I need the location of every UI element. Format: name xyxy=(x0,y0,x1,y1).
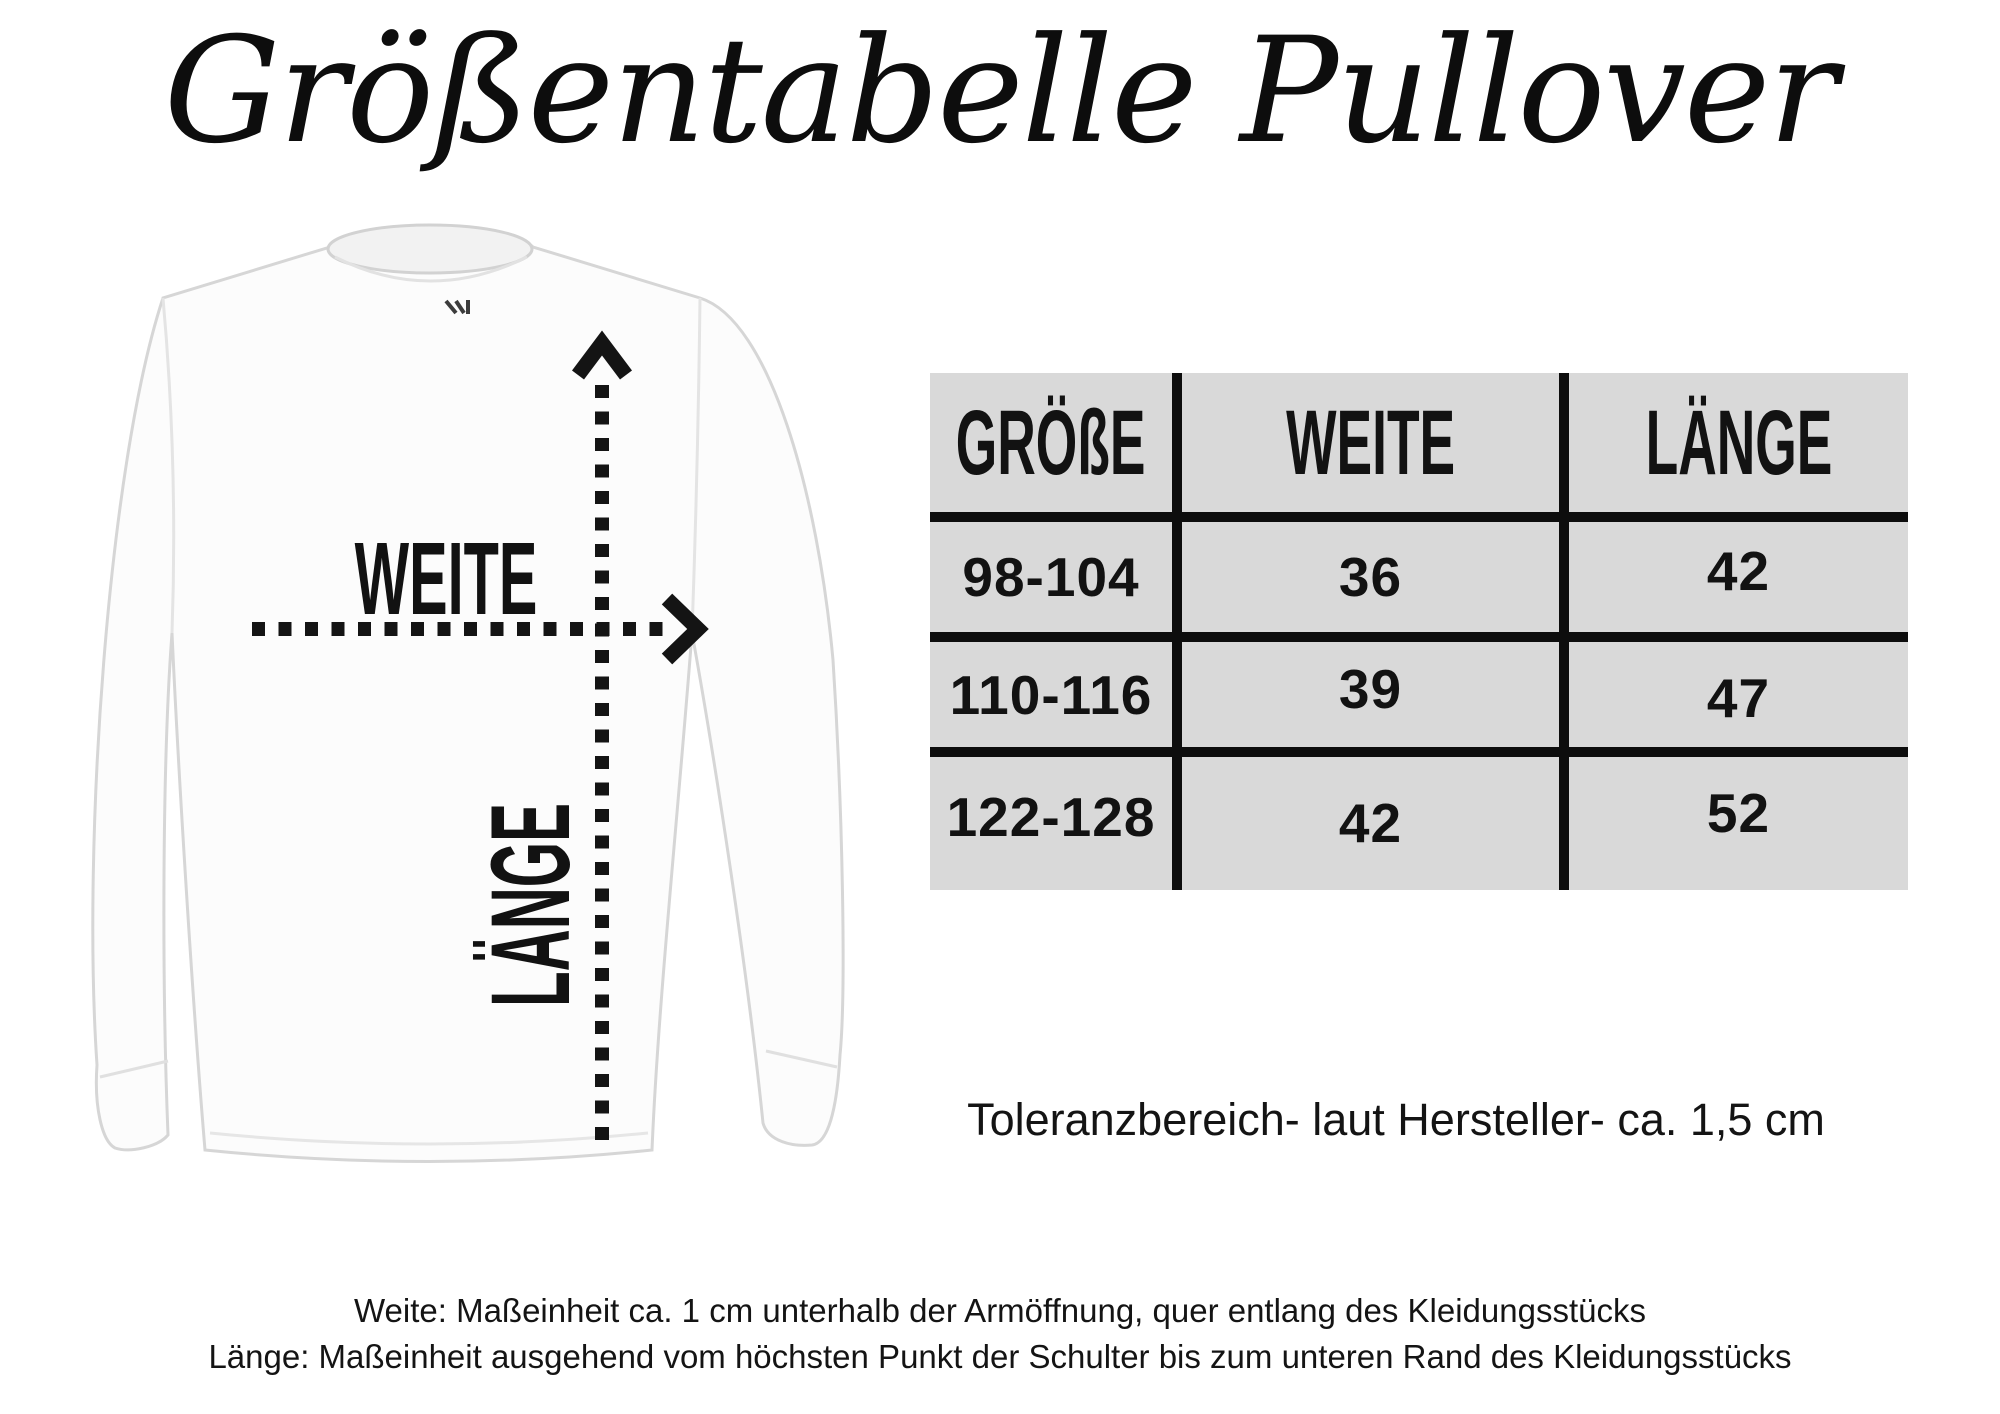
table-row-3-laenge: 52 xyxy=(1706,782,1771,844)
header-laenge xyxy=(1569,373,1908,512)
table-row-1-groesse: 98-104 xyxy=(962,546,1140,608)
collar xyxy=(328,225,532,273)
sweater-body xyxy=(93,228,843,1162)
tolerance-note: Toleranzbereich- laut Hersteller- ca. 1,5 cm xyxy=(967,1094,1825,1145)
header-groesse-text: GRÖßE xyxy=(956,391,1146,494)
header-weite xyxy=(1182,373,1559,512)
table-row-2-laenge: 47 xyxy=(1706,666,1771,729)
header-weite-text: WEITE xyxy=(1286,391,1455,494)
header-laenge-text: LÄNGE xyxy=(1645,391,1832,494)
footnote-laenge: Länge: Maßeinheit ausgehend vom höchsten Punkt der Schulter bis zum unteren Rand des Kleidungsstücks xyxy=(208,1338,1792,1375)
table-row-2-groesse: 110-116 xyxy=(949,663,1153,726)
diagram-width-label-text: WEITE xyxy=(354,521,538,636)
table-row-1-weite: 36 xyxy=(1338,546,1403,608)
size-table xyxy=(930,373,1908,890)
table-row-1-laenge: 42 xyxy=(1706,540,1771,602)
table-row-3-weite: 42 xyxy=(1338,792,1403,854)
sweater-illustration xyxy=(80,205,850,1165)
table-row-3-groesse: 122-128 xyxy=(946,786,1156,848)
page-title: Größentabelle Pullover xyxy=(163,6,1837,176)
table-row-2-weite: 39 xyxy=(1338,657,1403,720)
footnote-weite: Weite: Maßeinheit ca. 1 cm unterhalb der Armöffnung, quer entlang des Kleidungsstücks xyxy=(353,1292,1646,1329)
diagram-length-label-text: LÄNGE xyxy=(468,803,593,1007)
header-groesse xyxy=(930,373,1172,512)
diagram-width-label xyxy=(283,521,609,636)
